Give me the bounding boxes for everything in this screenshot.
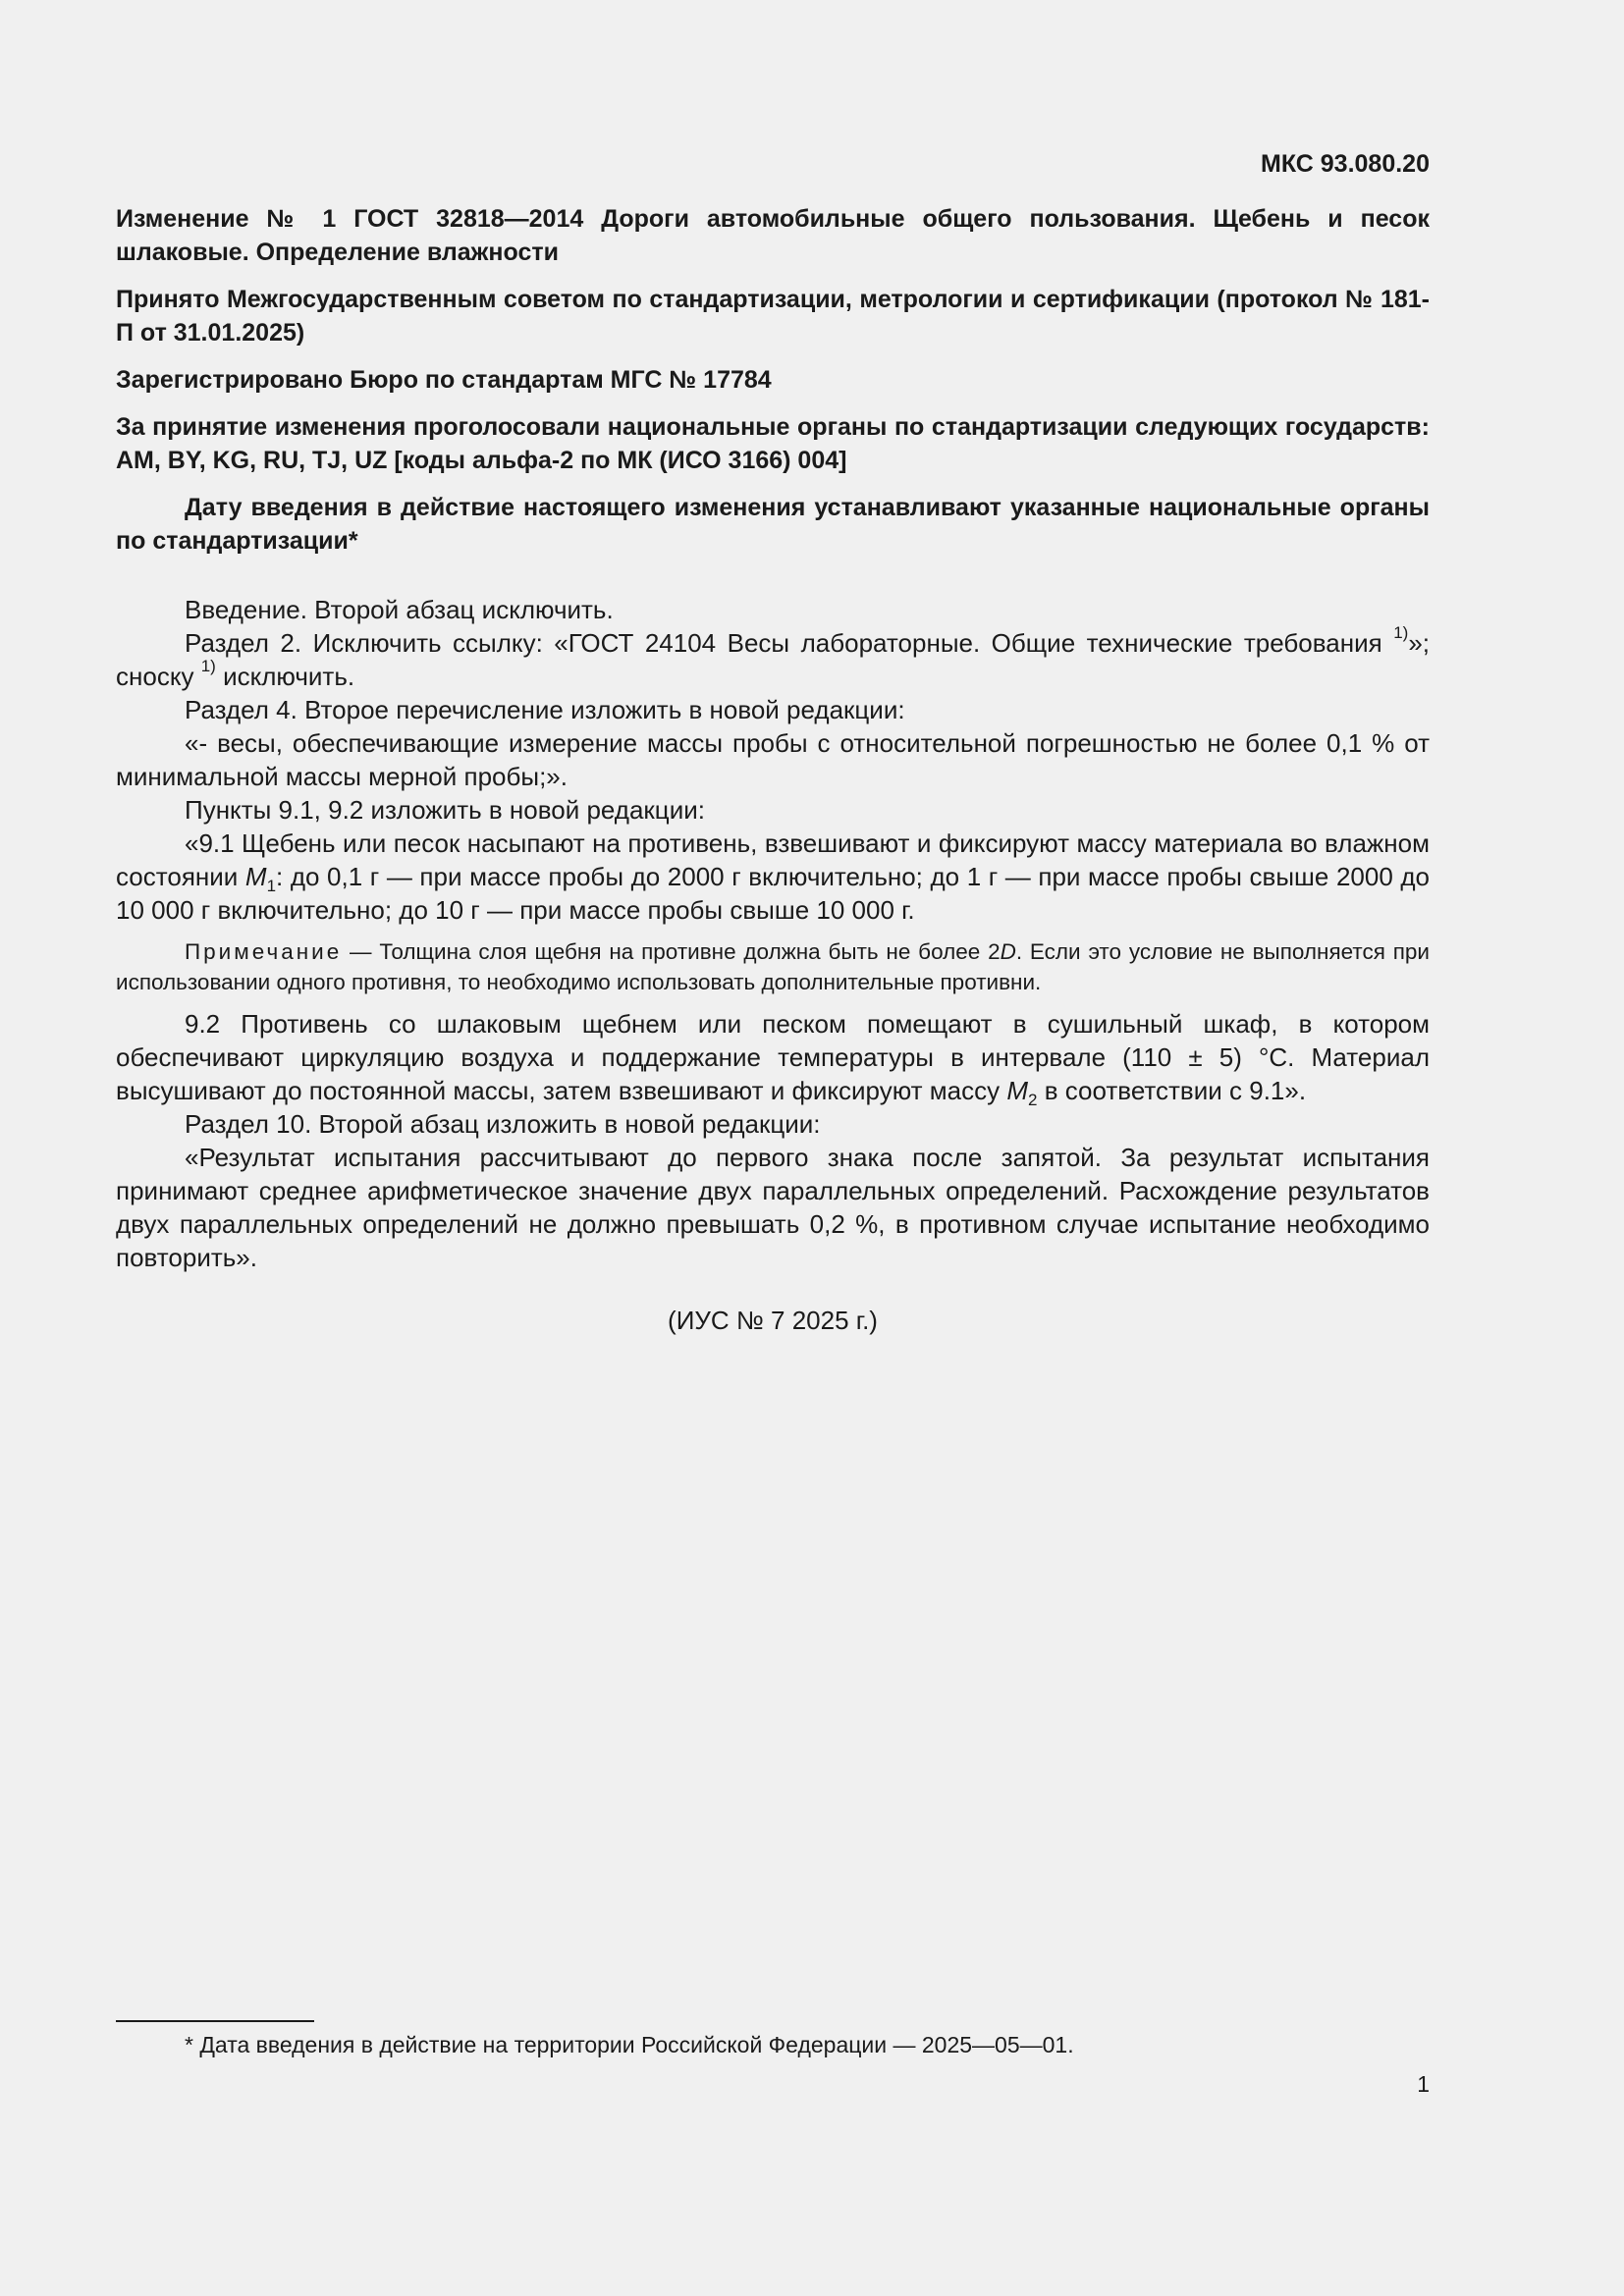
note-paragraph: Примечание — Толщина слоя щебня на противне должна быть не более 2D. Если это условие не выполняется при использовании одного противня, то необходимо использовать дополнительные противни.: [116, 939, 1430, 994]
effective-date-statement: Дату введения в действие настоящего изменения устанавливают указанные национальные органы по стандартизации*: [116, 494, 1430, 555]
registration-statement: Зарегистрировано Бюро по стандартам МГС № 17784: [116, 366, 772, 394]
paragraph-items-9: Пункты 9.1, 9.2 изложить в новой редакции:: [185, 795, 705, 825]
paragraph-9-2: 9.2 Противень со шлаковым щебнем или песком помещают в сушильный шкаф, в котором обеспечивают циркуляцию воздуха и поддержание температуры в интервале (110 ± 5) °С. Материал высушивают до постоянной массы, затем взвешивают и фиксируют массу $M_2$ в соответствии с 9.1».: [116, 1009, 1430, 1110]
footnote-divider: [116, 2020, 314, 2022]
paragraph-result: «Результат испытания рассчитывают до первого знака после запятой. За результат испытания принимают среднее арифметическое значение двух параллельных определений. Расхождение результатов двух параллельных определений не должно превышать 0,2 %, в противном случае испытание необходимо повторить».: [116, 1143, 1430, 1272]
paragraph-introduction: Введение. Второй абзац исключить.: [185, 595, 614, 624]
footnote-text: * Дата введения в действие на территории Российской Федерации — 2025—05—01.: [185, 2032, 1074, 2057]
paragraph-9-1: «9.1 Щебень или песок насыпают на противень, взвешивают и фиксируют массу материала во влажном состоянии $M_1$: до 0,1 г — при массе пробы до 2000 г включительно; до 1 г — при массе пробы свыше 2000 до 10 000 г включительно; до 10 г — при массе пробы свыше 10 000 г.: [116, 828, 1430, 925]
ius-reference: (ИУС № 7 2025 г.): [668, 1306, 878, 1335]
paragraph-section-4: Раздел 4. Второе перечисление изложить в новой редакции:: [185, 695, 905, 724]
paragraph-scales-item: «- весы, обеспечивающие измерение массы пробы с относительной погрешностью не более 0,1 % от минимальной массы мерной пробы;».: [116, 728, 1430, 791]
paragraph-section-2: Раздел 2. Исключить ссылку: «ГОСТ 24104 Весы лабораторные. Общие технические требования $^{1)}$»; сноску $^{1)}$ исключить.: [116, 623, 1430, 691]
footnote-ref: 1): [1393, 623, 1409, 643]
paragraph-section-10: Раздел 10. Второй абзац изложить в новой редакции:: [185, 1109, 821, 1139]
amendment-title: Изменение № 1 ГОСТ 32818—2014 Дороги автомобильные общего пользования. Щебень и песок шлаковые. Определение влажности: [116, 205, 1430, 266]
voting-statement: За принятие изменения проголосовали национальные органы по стандартизации следующих государств: AM, BY, KG, RU, TJ, UZ [коды альфа-2 по МК (ИСО 3166) 004]: [116, 413, 1430, 474]
adopted-statement: Принято Межгосударственным советом по стандартизации, метрологии и сертификации (протокол № 181-П от 31.01.2025): [116, 286, 1430, 347]
note-label: Примечание: [185, 939, 343, 964]
document-page: [116, 147, 1430, 1337]
page-number: 1: [1417, 2071, 1430, 2097]
mks-code: МКС 93.080.20: [1261, 150, 1430, 178]
amendment-body: [116, 593, 1430, 1337]
footnote-ref: 1): [200, 657, 216, 676]
